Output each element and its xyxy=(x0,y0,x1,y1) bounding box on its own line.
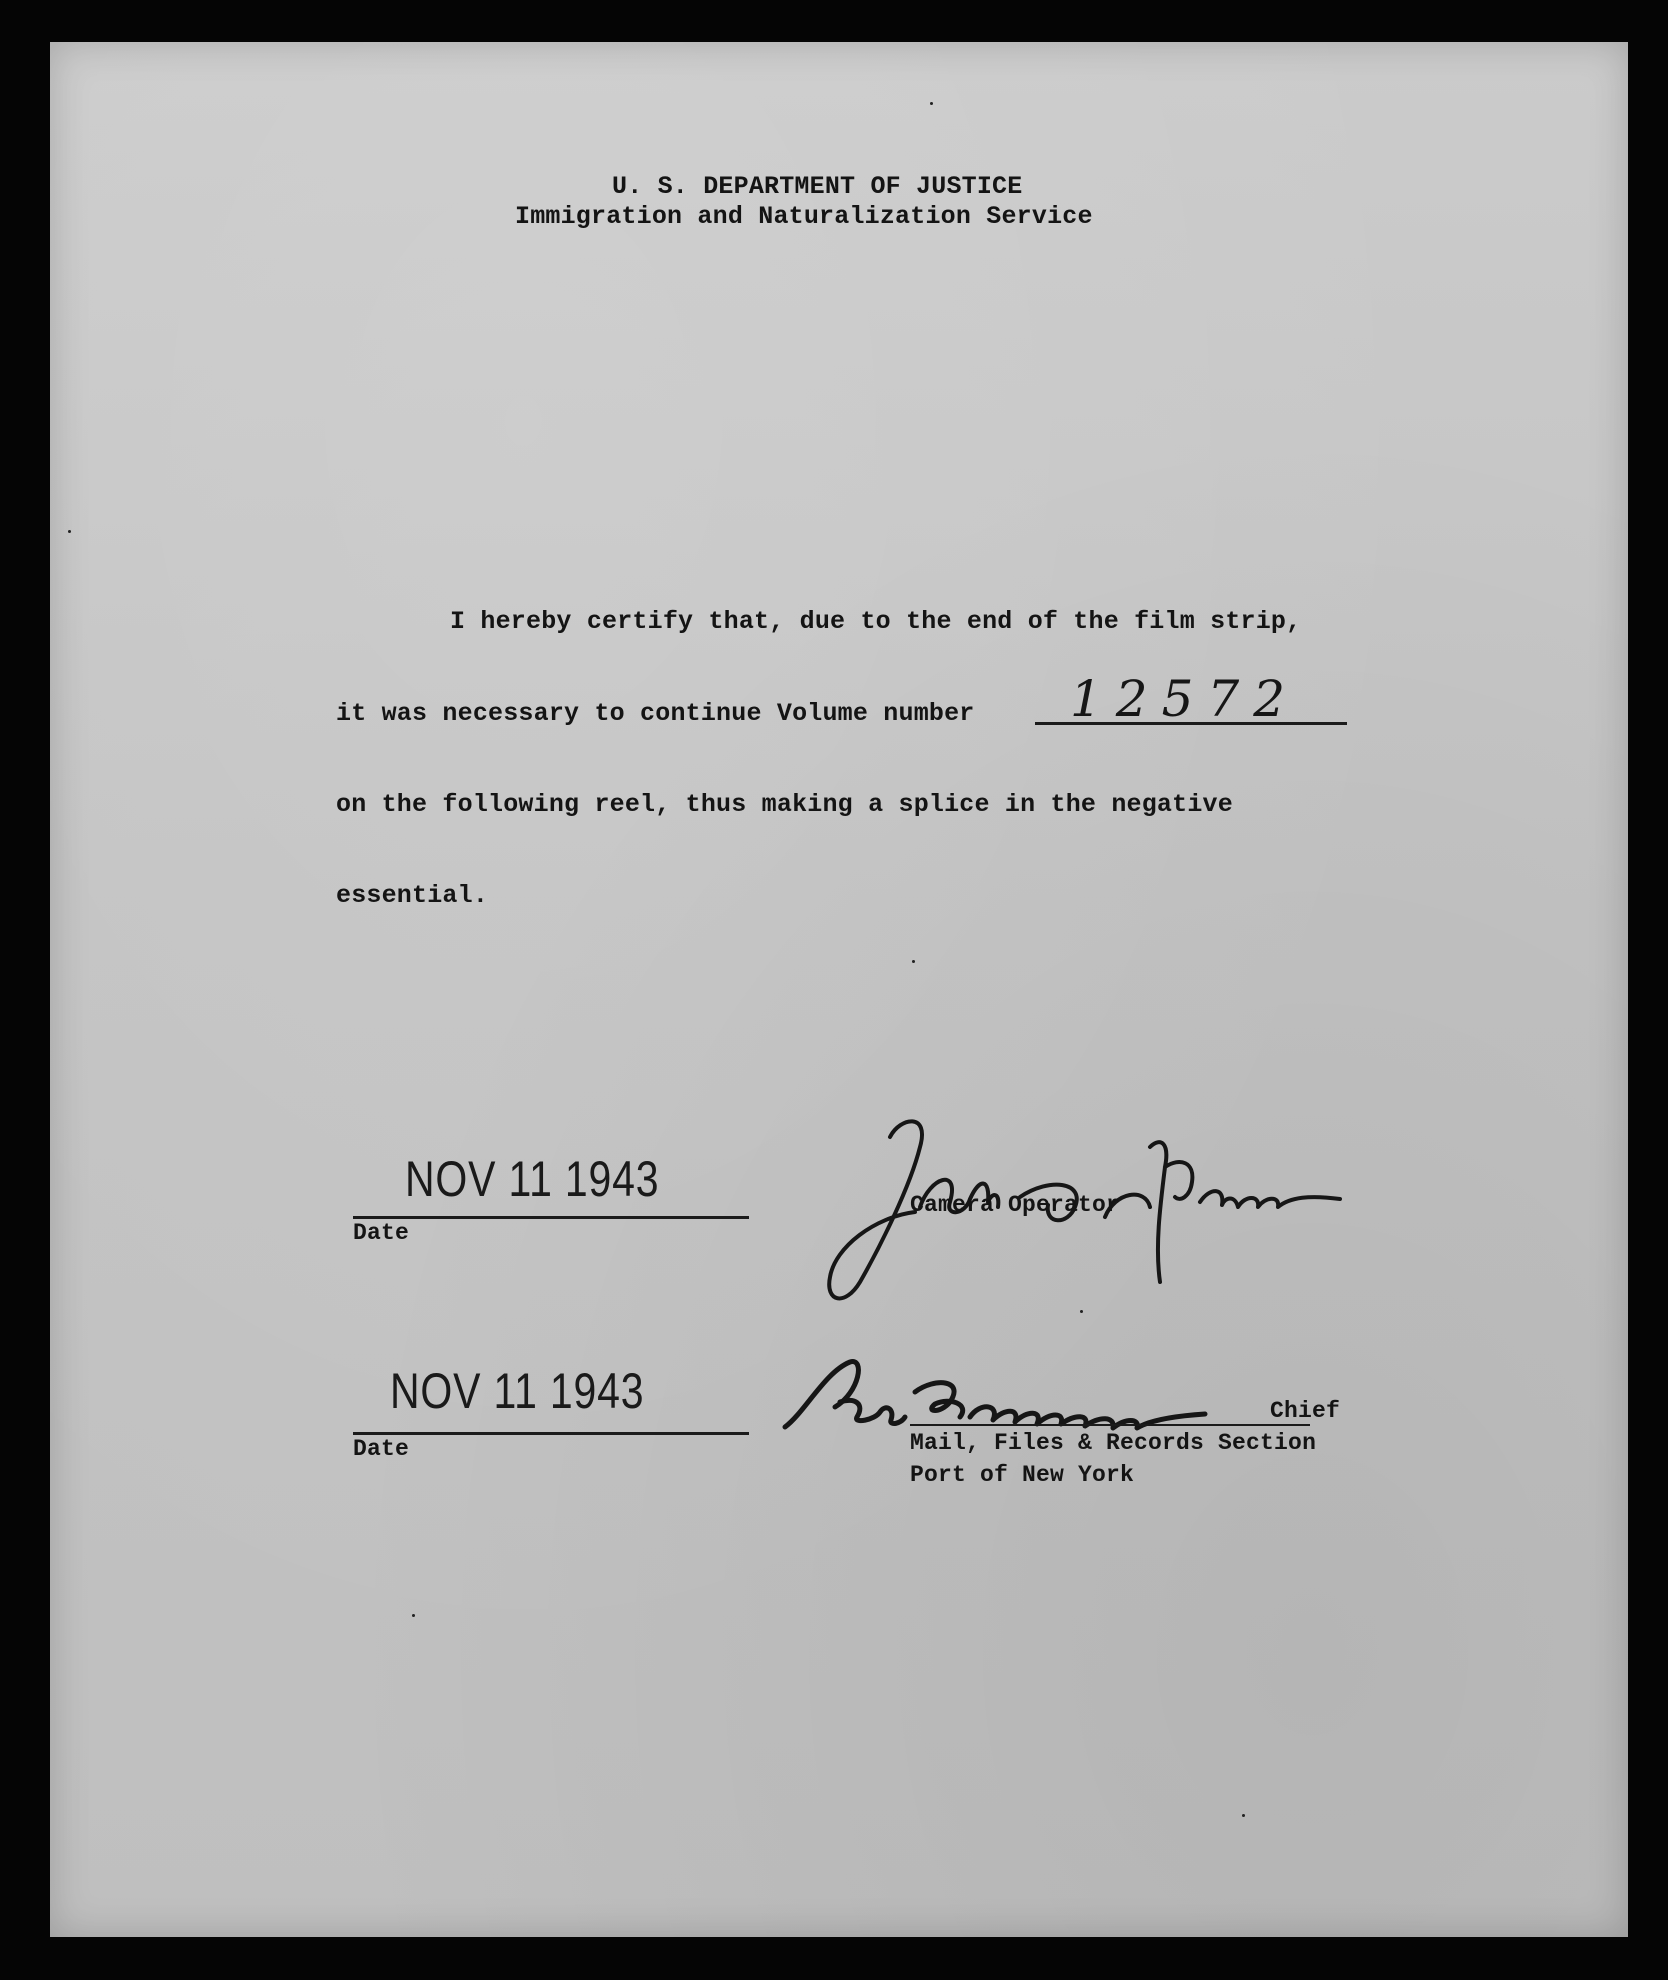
speck xyxy=(912,960,915,963)
date-label-1: Date xyxy=(353,1220,410,1246)
body-line-2: it was necessary to continue Volume number xyxy=(336,699,975,728)
volume-number-handwritten: 12572 xyxy=(1070,670,1300,728)
date-line-2 xyxy=(353,1432,749,1435)
speck xyxy=(412,1614,415,1617)
chief-signature xyxy=(765,1342,1265,1442)
speck xyxy=(1242,1814,1245,1817)
date-stamp-1: NOV 11 1943 xyxy=(405,1151,660,1207)
header-department: U. S. DEPARTMENT OF JUSTICE xyxy=(612,172,1023,201)
date-line-1 xyxy=(353,1216,749,1219)
speck xyxy=(68,530,71,533)
speck xyxy=(930,102,933,105)
chief-title: Chief xyxy=(1270,1398,1341,1424)
chief-department: Mail, Files & Records Section xyxy=(910,1430,1317,1456)
body-line-4: essential. xyxy=(336,881,489,910)
chief-signature-line xyxy=(910,1424,1310,1426)
date-label-2: Date xyxy=(353,1436,410,1462)
date-stamp-2: NOV 11 1943 xyxy=(390,1363,645,1419)
camera-operator-label: Camera Operator xyxy=(910,1192,1121,1218)
document-page xyxy=(50,42,1628,1937)
header-service: Immigration and Naturalization Service xyxy=(515,202,1093,231)
body-line-1: I hereby certify that, due to the end of the film strip, xyxy=(450,607,1302,636)
body-line-3: on the following reel, thus making a splice in the negative xyxy=(336,790,1233,819)
chief-port: Port of New York xyxy=(910,1462,1135,1488)
